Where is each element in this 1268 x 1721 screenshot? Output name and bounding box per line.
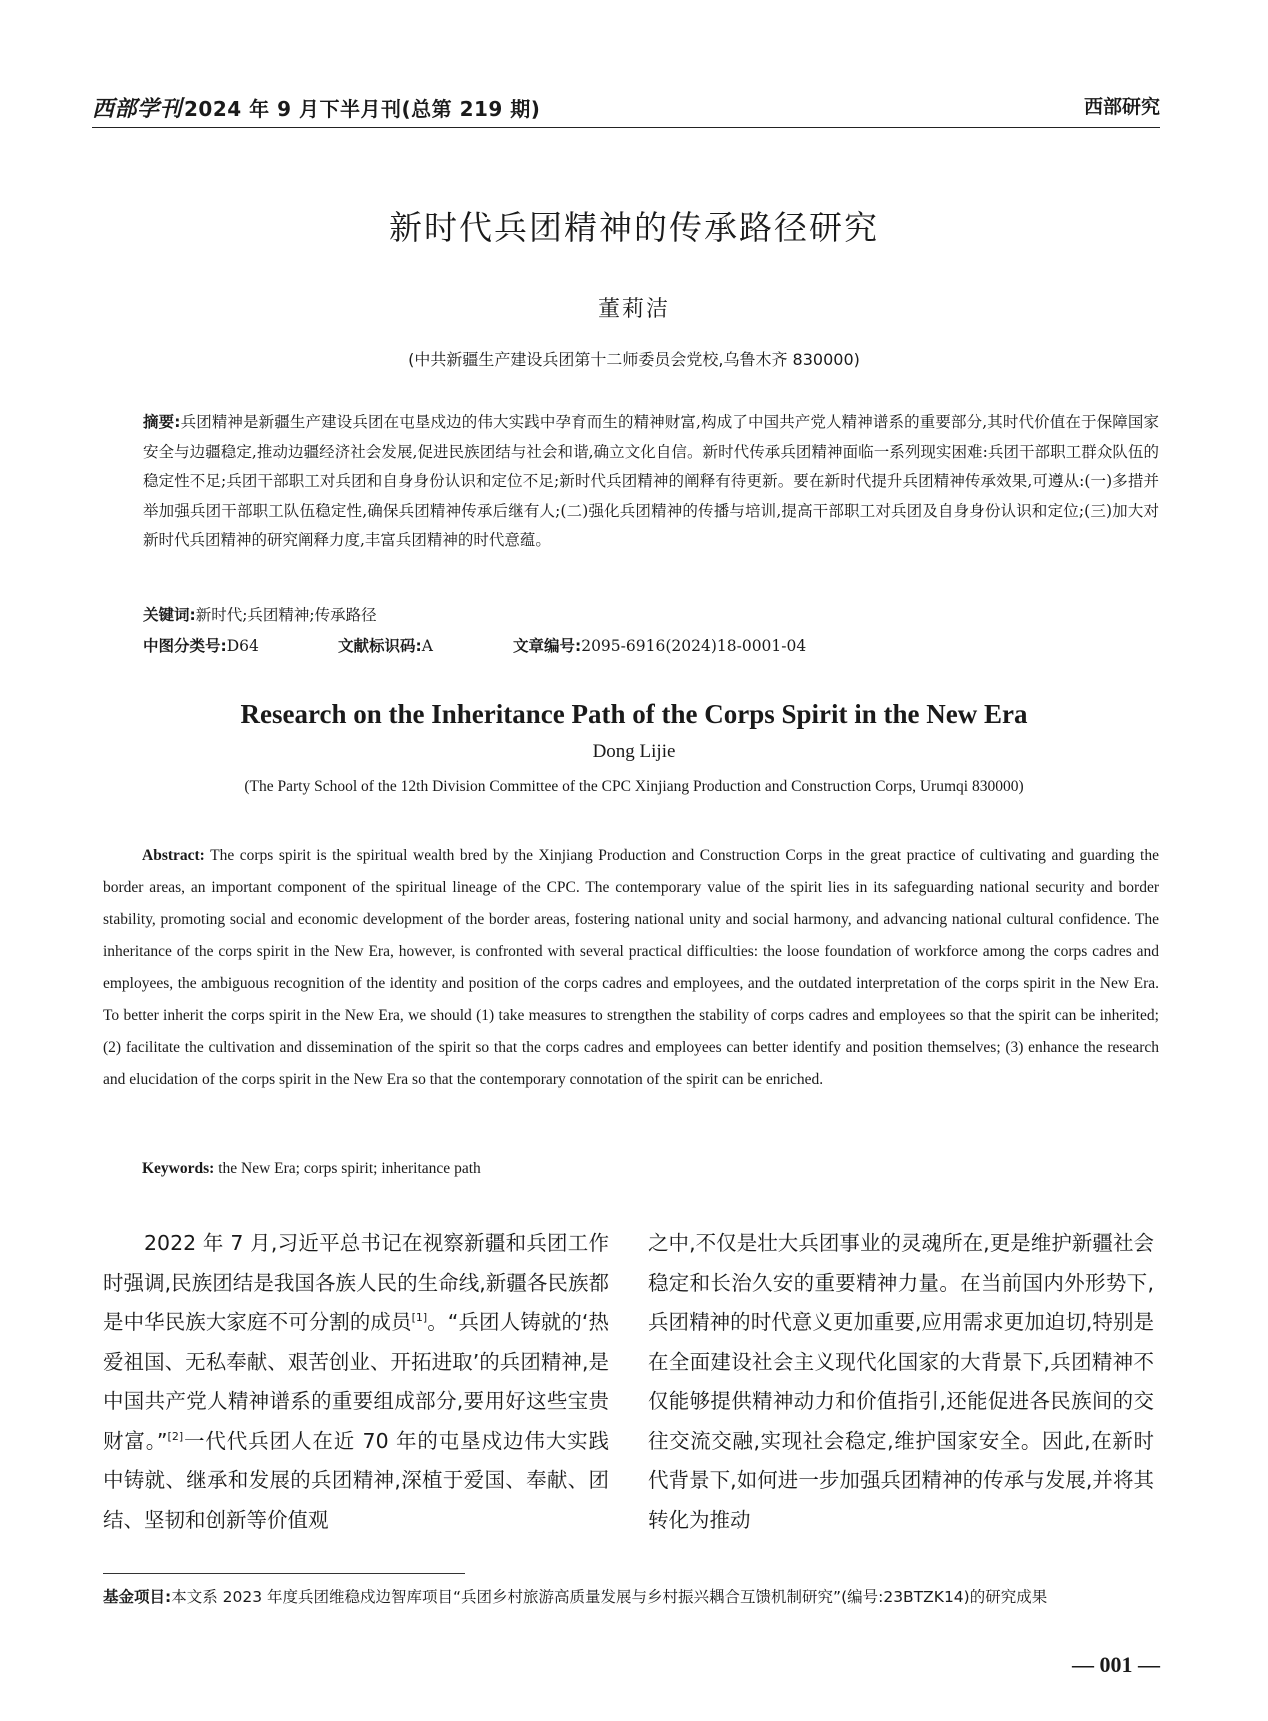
journal-logo: 西部学刊 bbox=[92, 96, 183, 122]
chinese-abstract-label: 摘要: bbox=[143, 413, 181, 431]
footnote-divider bbox=[103, 1573, 465, 1574]
english-keywords bbox=[142, 1160, 481, 1178]
english-affiliation: (The Party School of the 12th Division Committee of the CPC Xinjiang Production and Construction Corps, Urumqi 830000) bbox=[244, 778, 1024, 795]
citation-ref: [2] bbox=[167, 1429, 184, 1443]
english-abstract-text: The corps spirit is the spiritual wealth bred by the Xinjiang Production and Construction Corps in the great practice of cultivating and guarding the border areas, an important component of the spiritual lineage of the CPC. The contemporary value of the spirit lies in its safeguarding national security and border stability, promoting social and economic development of the border areas, fostering national unity and social harmony, and advancing national cultural confidence. The inheritance of the corps spirit in the New Era, however, is confronted with several practical difficulties: the loose foundation of workforce among the corps cadres and employees, the ambiguous recognition of the identity and position of the corps cadres and employees, and the outdated interpretation of the corps spirit in the New Era. To better inherit the corps spirit in the New Era, we should (1) take measures to strengthen the stability of corps cadres and employees so that the spirit can be inherited; (2) facilitate the cultivation and dissemination of the spirit so that the corps cadres and employees can better identify and position themselves; (3) enhance the research and elucidation of the corps spirit in the New Era so that the contemporary connotation of the spirit can be enriched. bbox=[103, 847, 1159, 1088]
issue-info: 2024 年 9 月下半月刊(总第 219 期) bbox=[184, 97, 541, 121]
funding-footnote bbox=[103, 1583, 1159, 1612]
body-column-right bbox=[648, 1224, 1154, 1540]
article-number-value: 2095-6916(2024)18-0001-04 bbox=[581, 637, 807, 655]
chinese-affiliation: (中共新疆生产建设兵团第十二师委员会党校,乌鲁木齐 830000) bbox=[408, 350, 860, 369]
chinese-author: 董莉洁 bbox=[597, 297, 670, 322]
citation-ref: [1] bbox=[411, 1311, 428, 1325]
english-author: Dong Lijie bbox=[592, 741, 676, 762]
chinese-keywords-text: 新时代;兵团精神;传承路径 bbox=[195, 606, 377, 624]
header-divider bbox=[92, 127, 1160, 128]
funding-label: 基金项目: bbox=[103, 1588, 172, 1606]
chinese-keywords bbox=[143, 603, 377, 625]
body-text: 2022 年 7 月,习近平总书记在视察新疆和兵团工作时强调,民族团结是我国各族人民的生命线,新疆各民族都是中华民族大家庭不可分割的成员 bbox=[103, 1231, 609, 1334]
funding-text: 本文系 2023 年度兵团维稳戍边智库项目“兵团乡村旅游高质量发展与乡村振兴耦合互馈机制研究”(编号:23BTZK14)的研究成果 bbox=[171, 1588, 1048, 1606]
article-number-label: 文章编号: bbox=[513, 637, 582, 655]
chinese-title: 新时代兵团精神的传承路径研究 bbox=[389, 208, 879, 247]
chinese-abstract-text: 兵团精神是新疆生产建设兵团在屯垦戍边的伟大实践中孕育而生的精神财富,构成了中国共产党人精神谱系的重要部分,其时代价值在于保障国家安全与边疆稳定,推动边疆经济社会发展,促进民族团结与社会和谐,确立文化自信。新时代传承兵团精神面临一系列现实困难:兵团干部职工群众队伍的稳定性不足;兵团干部职工对兵团和自身身份认识和定位不足;新时代兵团精神的阐释有待更新。要在新时代提升兵团精神传承效果,可遵从:(一)多措并举加强兵团干部职工队伍稳定性,确保兵团精神传承后继有人;(二)强化兵团精神的传播与培训,提高干部职工对兵团及自身身份认识和定位;(三)加大对新时代兵团精神的研究阐释力度,丰富兵团精神的时代意蕴。 bbox=[143, 413, 1160, 549]
english-keywords-label: Keywords: bbox=[142, 1160, 215, 1177]
document-code-label: 文献标识码: bbox=[338, 637, 422, 655]
journal-issue bbox=[92, 92, 540, 123]
body-column-left bbox=[103, 1224, 609, 1540]
body-text: 一代代兵团人在近 70 年的屯垦戍边伟大实践中铸就、继承和发展的兵团精神,深植于爱国、奉献、团结、坚韧和创新等价值观 bbox=[103, 1428, 610, 1532]
english-abstract bbox=[103, 840, 1159, 1096]
english-title: Research on the Inheritance Path of the Corps Spirit in the New Era bbox=[240, 699, 1028, 729]
body-text: 之中,不仅是壮大兵团事业的灵魂所在,更是维护新疆社会稳定和长治久安的重要精神力量。在当前国内外形势下,兵团精神的时代意义更加重要,应用需求更加迫切,特别是在全面建设社会主义现代化国家的大背景下,兵团精神不仅能够提供精神动力和价值指引,还能促进各民族间的交往交流交融,实现社会稳定,维护国家安全。因此,在新时代背景下,如何进一步加强兵团精神的传承与发展,并将其转化为推动 bbox=[648, 1231, 1155, 1532]
clc-value: D64 bbox=[226, 637, 259, 655]
document-code-value: A bbox=[421, 637, 433, 655]
english-keywords-text: the New Era; corps spirit; inheritance path bbox=[218, 1160, 481, 1177]
section-name: 西部研究 bbox=[1083, 96, 1160, 118]
running-header bbox=[92, 86, 1160, 126]
clc-number bbox=[143, 634, 259, 656]
clc-label: 中图分类号: bbox=[143, 637, 227, 655]
chinese-keywords-label: 关键词: bbox=[143, 606, 196, 624]
body-text: 。“兵团人铸就的‘热爱祖国、无私奉献、艰苦创业、开拓进取’的兵团精神,是中国共产党人精神谱系的重要组成部分,要用好这些宝贵财富。” bbox=[103, 1310, 609, 1453]
article-number bbox=[513, 634, 806, 656]
chinese-abstract bbox=[143, 408, 1159, 556]
english-abstract-label: Abstract: bbox=[142, 847, 205, 864]
page-number: — 001 — bbox=[1072, 1652, 1160, 1677]
document-code bbox=[338, 634, 433, 656]
